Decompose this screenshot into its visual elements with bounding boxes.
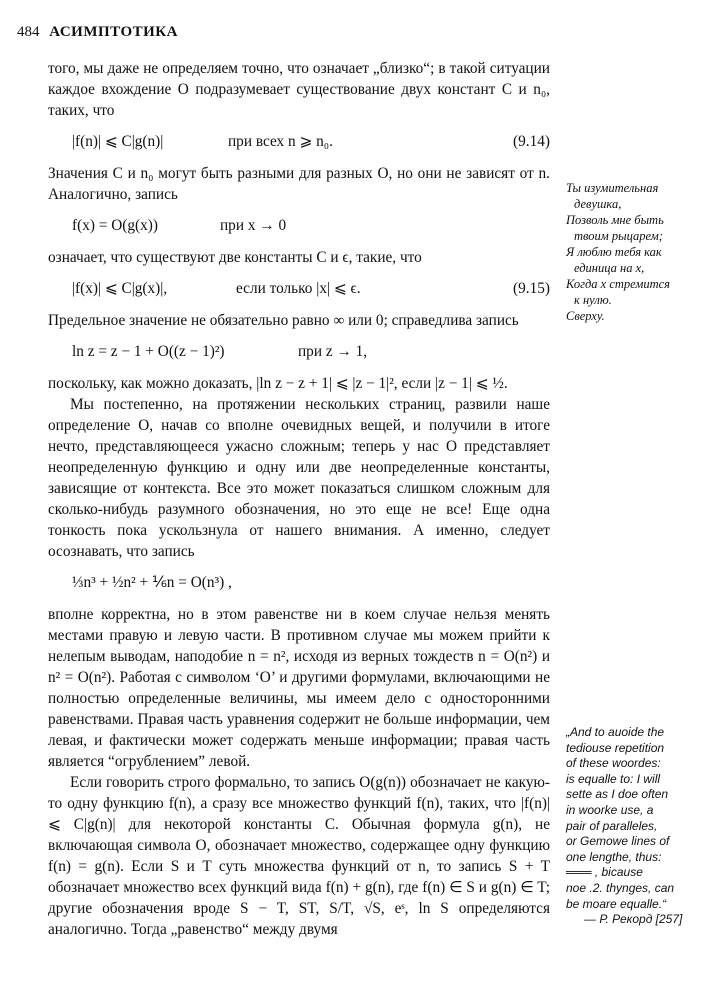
- quote-line: in woorke use, a: [566, 802, 654, 817]
- equation-formula: |f(x)| ⩽ C|g(x)|,: [72, 280, 168, 297]
- quote-line: „And to auoide the: [566, 725, 665, 739]
- equation-condition: при z → 1,: [298, 343, 368, 360]
- poem-line: единица на x,: [574, 261, 645, 275]
- paragraph-1: того, мы даже не определяем точно, что означает „близко“; в такой ситуации каждое вхождение O подразумевает существование двух констант C и n₀, таких, что: [48, 60, 550, 119]
- poem-line: к нулю.: [574, 293, 612, 307]
- sidenote-poem: [566, 180, 696, 324]
- equation-formula: f(x) = O(g(x)): [72, 217, 158, 234]
- paragraph-4: Предельное значение не обязательно равно ∞ или 0; справедлива запись: [48, 312, 519, 329]
- poem-line: Сверху.: [566, 309, 605, 323]
- quote-attribution: — Р. Рекорд [257]: [584, 912, 683, 927]
- quote-line: sette as I doe often: [566, 787, 669, 802]
- quote-line: one lengthe, thus:: [566, 849, 662, 864]
- quote-line: be moare equalle.“: [566, 896, 667, 911]
- equation-formula: ⅓n³ + ½n² + ⅙n = O(n³) ,: [72, 574, 232, 591]
- poem-line: девушка,: [574, 197, 622, 211]
- poem-line: Позволь мне быть: [566, 213, 664, 227]
- poem-line: твоим рыцарем;: [574, 229, 663, 243]
- paragraph-8: Если говорить строго формально, то запись O(g(n)) обозначает не какую-то одну функцию f(n), а сразу все множество функций f(n), таких, что |f(n)| ⩽ C|g(n)| для некоторой константы C. Обычная формула g(n), не включающая символа O, обозначает множество, содержащее одну функцию f(n) = g(n). Если S и T суть множества функций от n, то запись S + T обозначает множество всех функций вида f(n) + g(n), где f(n) ∈ S и g(n) ∈ T; другие обозначения вроде S − T, ST, S/T, √S, eˢ, ln S определяются аналогично. Тогда „равенство“ между двумя: [48, 774, 550, 938]
- paragraph-2: Значения C и n₀ могут быть разными для разных O, но они не зависят от n. Аналогично, запись: [48, 165, 550, 203]
- sidenote-recorde-quote: [566, 725, 696, 928]
- equation-condition: при x → 0: [220, 217, 287, 234]
- paragraph-3: означает, что существуют две константы C и ϵ, такие, что: [48, 249, 422, 266]
- main-text: [48, 58, 550, 940]
- equation-condition: при всех n ⩾ n₀.: [228, 133, 333, 150]
- equation-formula: ln z = z − 1 + O((z − 1)²): [72, 343, 225, 360]
- equation-9-14: [48, 129, 550, 155]
- quote-line: or Gemowe lines of: [566, 834, 670, 849]
- quote-line: pair of paralleles,: [566, 818, 658, 833]
- equation-big-o-x: [48, 213, 550, 239]
- poem-line: Я люблю тебя как: [566, 245, 662, 259]
- chapter-title: АСИМПТОТИКА: [49, 24, 179, 40]
- equation-formula: |f(n)| ⩽ C|g(n)|: [72, 133, 164, 150]
- equation-ln-z: [48, 339, 550, 365]
- poem-line: Когда x стремится: [566, 277, 670, 291]
- equation-number: (9.14): [513, 133, 550, 150]
- quote-line: is equalle to: I will: [566, 771, 661, 786]
- paragraph-7: вполне корректна, но в этом равенстве ни в коем случае нельзя менять местами правую и левую части. В противном случае мы можем прийти к нелепым выводам, наподобие n = n², исходя из верных тождеств n = O(n²) и n² = O(n²). Работая с символом ‘O’ и другими формулами, включающими не полностью определенные величины, мы имеем дело с односторонними равенствами. Правая часть уравнения содержит не больше информации, чем левая, и фактически может содержать меньше информации; правая часть является “огрублением” левой.: [48, 606, 550, 770]
- quote-line: of these woordes:: [566, 756, 661, 771]
- paragraph-6: Мы постепенно, на протяжении нескольких страниц, развили наше определение O, начав со вполне очевидных вещей, и получили в итоге нечто, представляющееся ужасно сложным; теперь у нас O представляет неопределенную функцию и одну или две неопределенные константы, зависящие от контекста. Все это может показаться слишком сложным для сколько-нибудь разумного обозначения, но это еще не все! Еще одна тонкость пока ускользнула от нашего внимания. А именно, следует осознавать, что запись: [48, 396, 550, 560]
- equation-condition: если только |x| ⩽ ϵ.: [236, 280, 361, 297]
- running-header: [17, 24, 178, 41]
- page-number: 484: [17, 24, 40, 40]
- equation-polynomial: [48, 570, 550, 596]
- paragraph-5: поскольку, как можно доказать, |ln z − z + 1| ⩽ |z − 1|², если |z − 1| ⩽ ½.: [48, 375, 508, 392]
- poem-line: Ты изумительная: [566, 181, 659, 195]
- equation-9-15: [48, 276, 550, 302]
- equation-number: (9.15): [513, 280, 550, 297]
- quote-line: ═══ , bicause: [566, 865, 643, 880]
- quote-line: tediouse repetition: [566, 740, 665, 755]
- quote-line: noe .2. thynges, can: [566, 880, 675, 895]
